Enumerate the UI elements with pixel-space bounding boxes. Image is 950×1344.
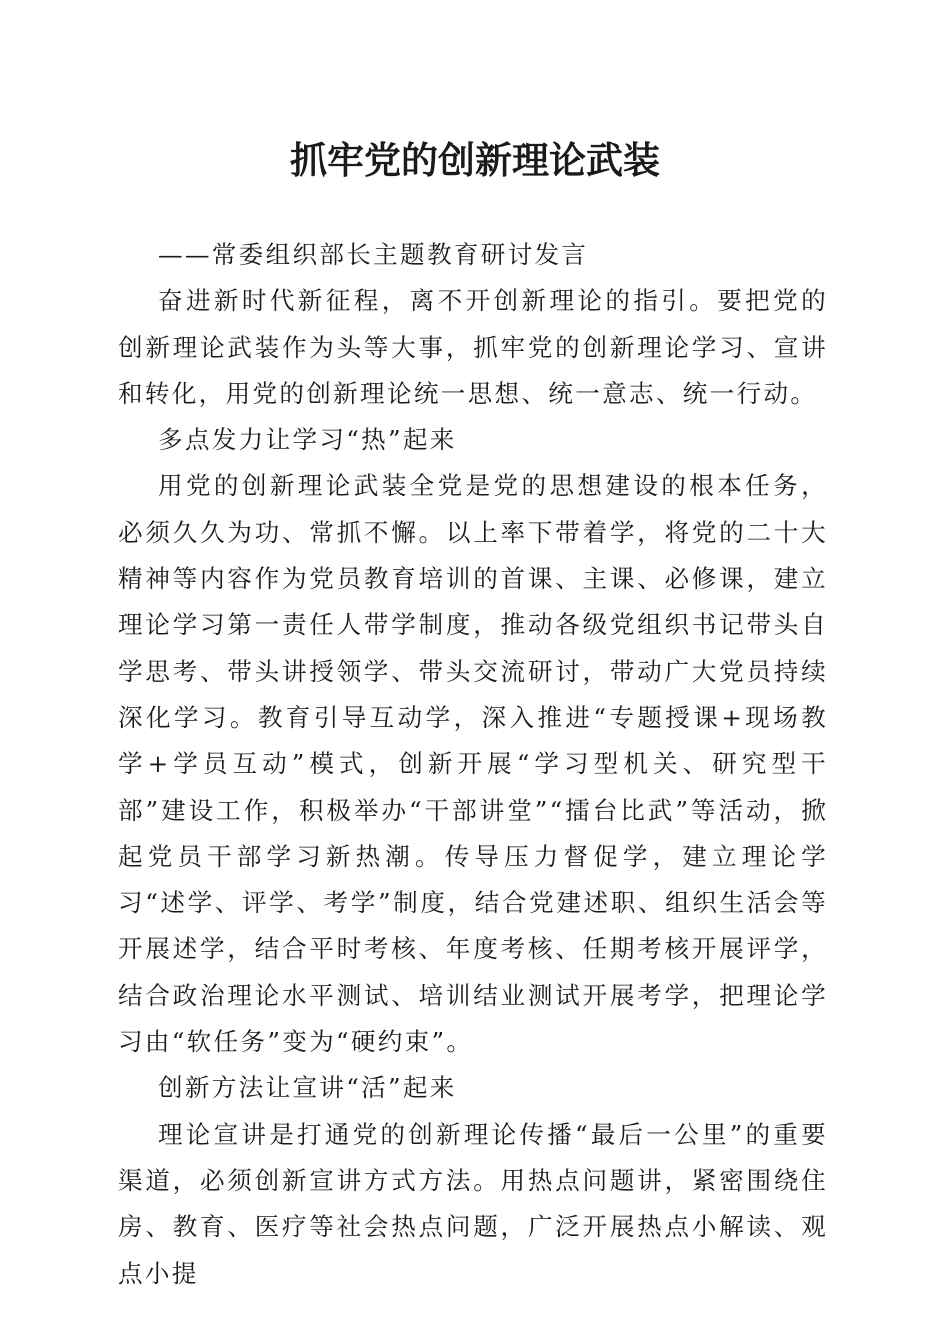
subtitle: ——常委组织部长主题教育研讨发言 [158,240,589,269]
intro-paragraph: 奋进新时代新征程，离不开创新理论的指引。要把党的创新理论武装作为头等大事，抓牢党的创新理论学习、宣讲和转化，用党的创新理论统一思想、统一意志、统一行动。 [118,286,828,408]
document-body [118,232,828,1297]
section-heading-learning: 多点发力让学习“热”起来 [158,425,457,455]
document-title: 抓牢党的创新理论武装 [290,138,660,182]
section-heading-lecturing: 创新方法让宣讲“活”起来 [158,1073,457,1103]
learning-paragraph: 用党的创新理论武装全党是党的思想建设的根本任务，必须久久为功、常抓不懈。以上率下带着学，将党的二十大精神等内容作为党员教育培训的首课、主课、必修课，建立理论学习第一责任人带学制度，推动各级党组织书记带头自学思考、带头讲授领学、带头交流研讨，带动广大党员持续深化学习。教育引导互动学，深入推进“专题授课+现场教学+学员互动”模式，创新开展“学习型机关、研究型干部”建设工作，积极举办“干部讲堂”“擂台比武”等活动，掀起党员干部学习新热潮。传导压力督促学，建立理论学习“述学、评学、考学”制度，结合党建述职、组织生活会等开展述学，结合平时考核、年度考核、任期考核开展评学，结合政治理论水平测试、培训结业测试开展考学，把理论学习由“软任务”变为“硬约束”。 [118,471,828,1057]
lecturing-paragraph: 理论宣讲是打通党的创新理论传播“最后一公里”的重要渠道，必须创新宣讲方式方法。用热点问题讲，紧密围绕住房、教育、医疗等社会热点问题，广泛开展热点小解读、观点小提 [118,1119,828,1288]
